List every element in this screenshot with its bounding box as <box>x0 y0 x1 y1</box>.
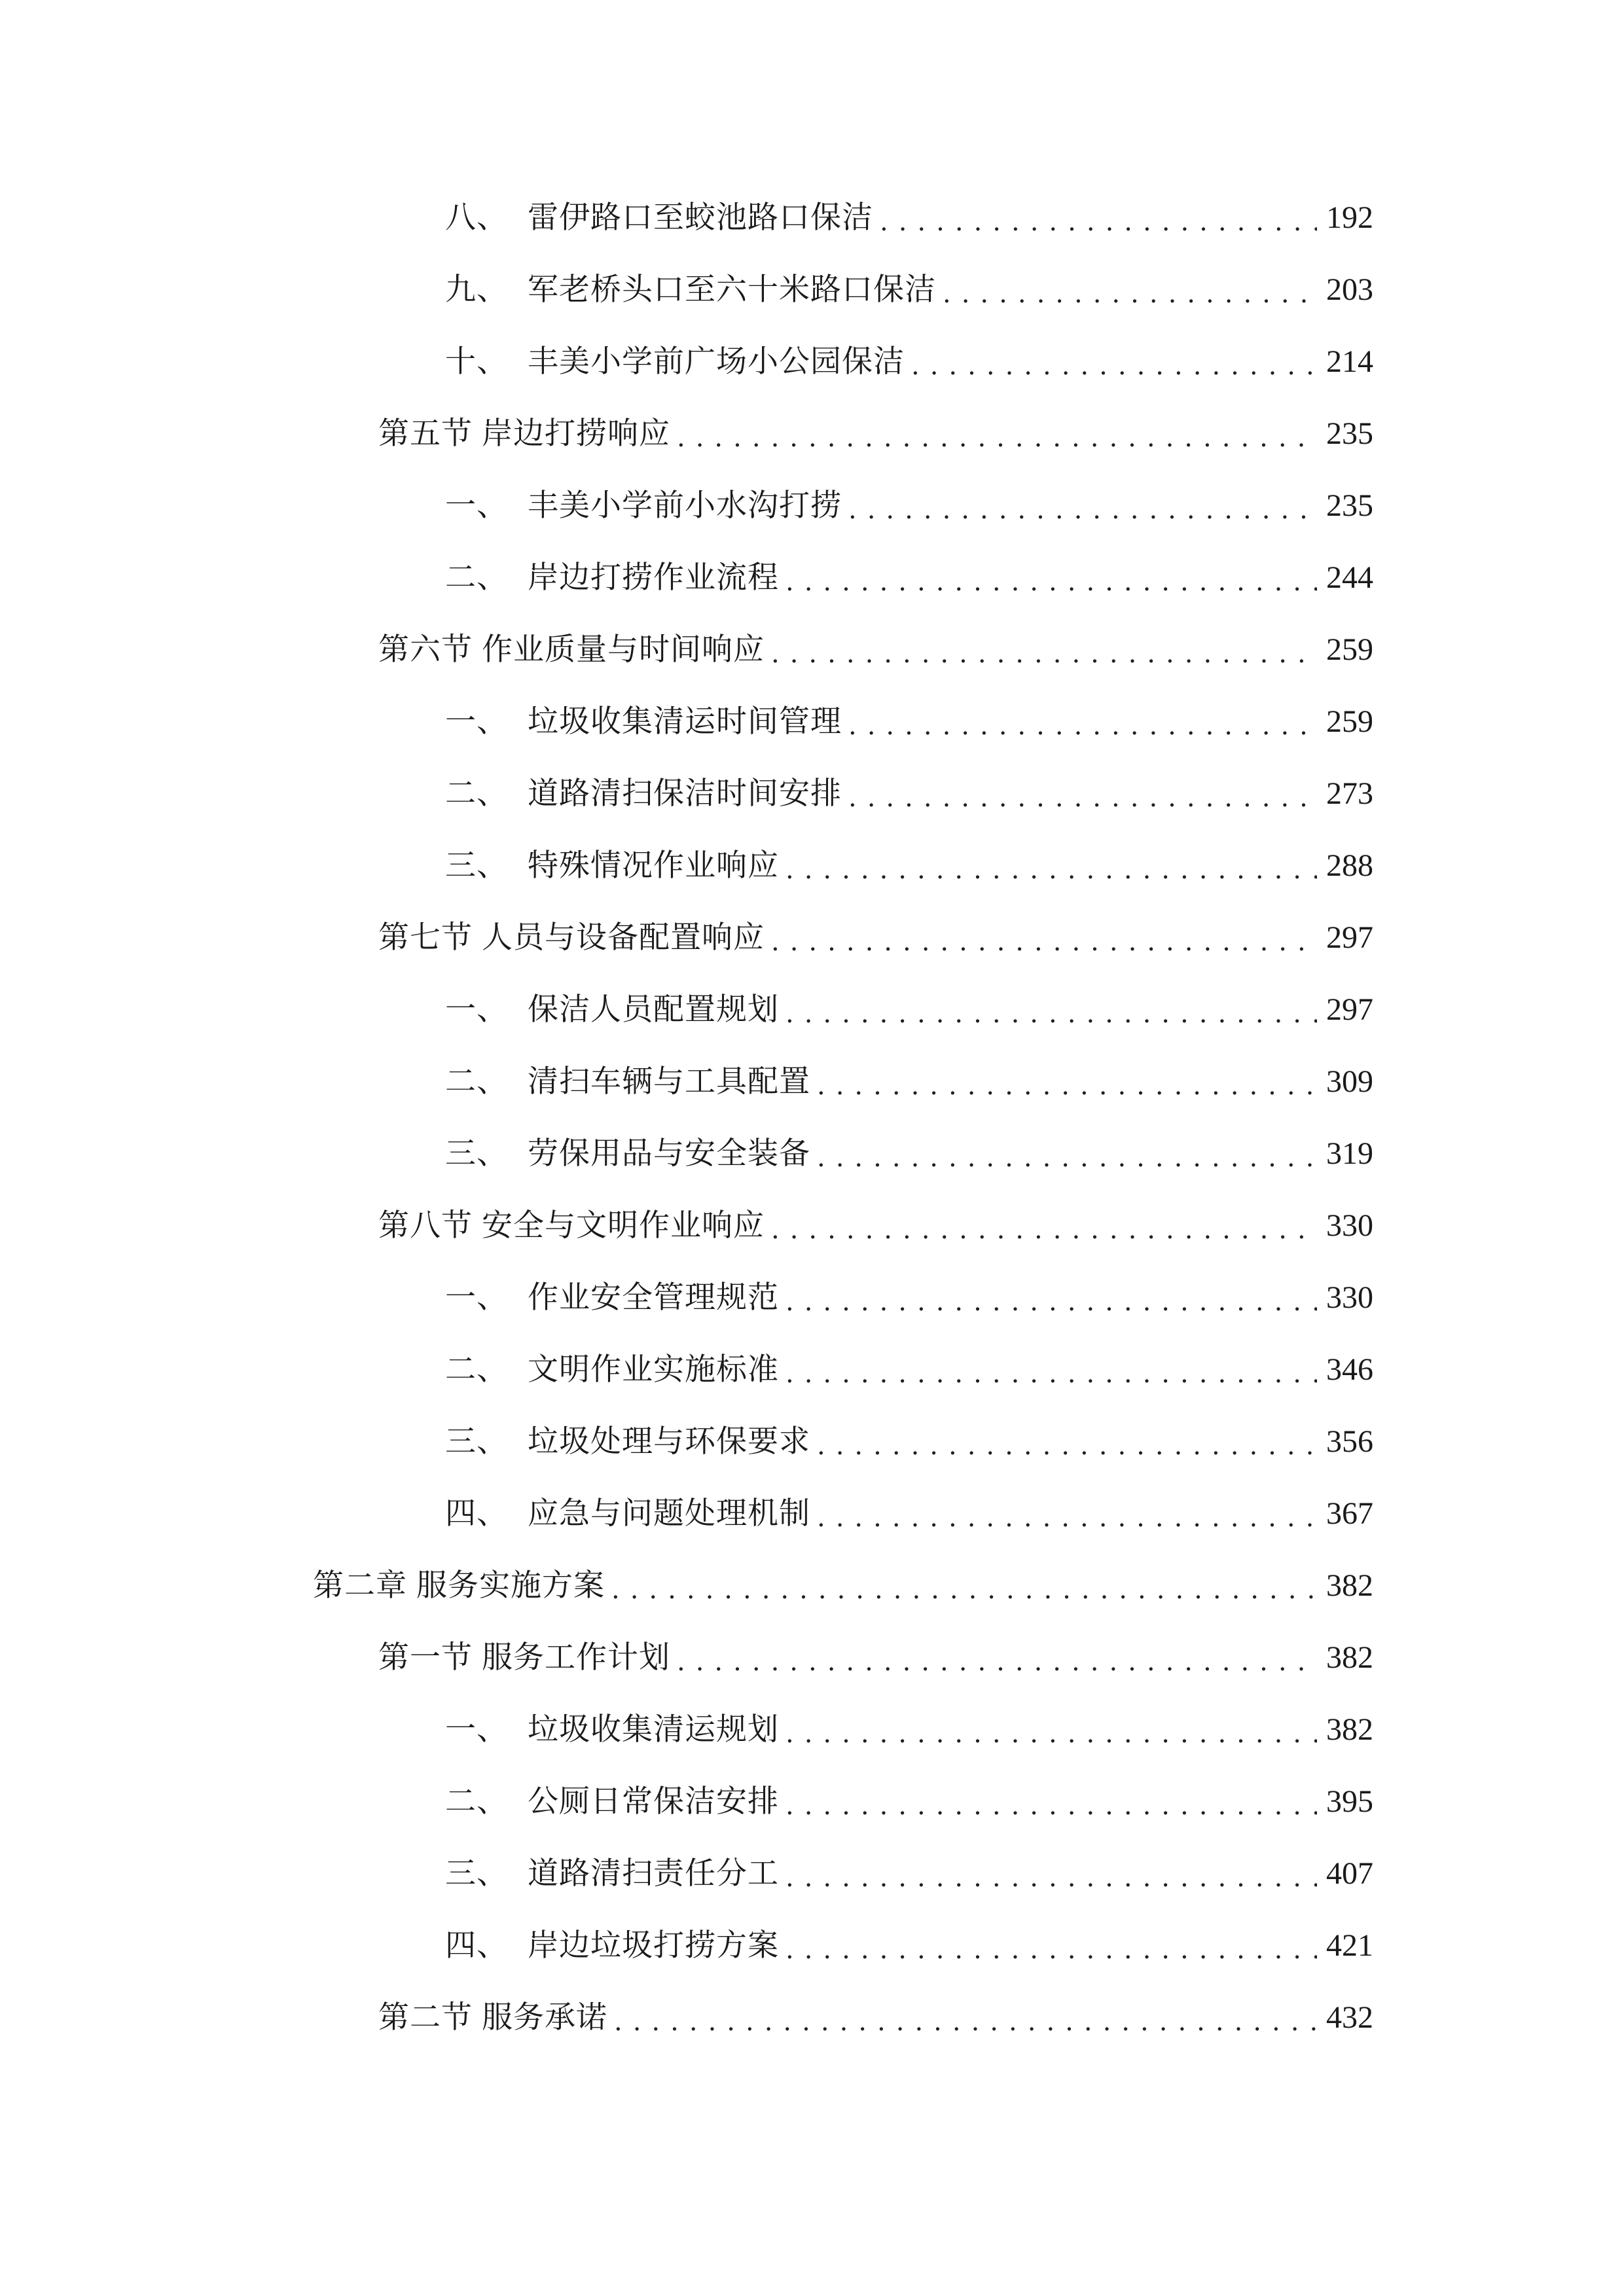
toc-entry[interactable] <box>378 914 1373 961</box>
toc-entry-title <box>445 554 779 601</box>
toc-entry[interactable] <box>378 1994 1373 2041</box>
toc-entry-title <box>445 1418 810 1465</box>
toc-entry-text: 应急与问题处理机制 <box>528 1496 810 1532</box>
toc-entry-title <box>313 1562 605 1609</box>
toc-entry[interactable] <box>445 842 1373 889</box>
toc-entry-text: 作业安全管理规范 <box>528 1280 779 1316</box>
dot-leader <box>785 1782 1317 1821</box>
toc-entry-title <box>445 698 842 745</box>
toc-entry-number: 第二章 <box>313 1568 407 1604</box>
toc-page-number: 407 <box>1326 1856 1373 1891</box>
toc-entry-number: 四、 <box>445 1928 508 1964</box>
toc-entry-title <box>378 626 765 673</box>
toc-entry-title <box>445 986 779 1033</box>
toc-page-number: 432 <box>1326 2000 1373 2035</box>
toc-page-number: 259 <box>1326 632 1373 667</box>
toc-page-number: 382 <box>1326 1712 1373 1747</box>
toc-entry-number: 四、 <box>445 1496 508 1532</box>
toc-entry-title <box>445 338 905 386</box>
toc-entry-title <box>445 770 842 817</box>
toc-page-number: 330 <box>1326 1280 1373 1315</box>
toc-page-number: 235 <box>1326 488 1373 523</box>
toc-entry[interactable] <box>445 1922 1373 1969</box>
toc-entry-text: 特殊情况作业响应 <box>528 848 779 884</box>
dot-leader <box>880 198 1317 238</box>
toc-entry[interactable] <box>445 698 1373 745</box>
toc-page-number: 330 <box>1326 1208 1373 1243</box>
toc-entry-title <box>445 1850 779 1897</box>
toc-entry-text: 服务承诺 <box>482 2000 607 2036</box>
toc-page-number: 273 <box>1326 776 1373 811</box>
toc-entry-title <box>445 1490 810 1537</box>
toc-page-number: 395 <box>1326 1784 1373 1819</box>
toc-entry[interactable] <box>445 1778 1373 1825</box>
toc-entry-text: 服务工作计划 <box>482 1640 670 1676</box>
toc-entry-text: 丰美小学前广场小公园保洁 <box>528 344 905 380</box>
toc-page-number: 346 <box>1326 1352 1373 1387</box>
dot-leader <box>785 1926 1317 1965</box>
toc-entry-number: 三、 <box>445 1856 508 1892</box>
toc-entry-number: 一、 <box>445 992 508 1028</box>
toc-entry[interactable] <box>445 986 1373 1033</box>
toc-entry-text: 服务实施方案 <box>416 1568 605 1604</box>
toc-entry-number: 二、 <box>445 1064 508 1100</box>
toc-entry-number: 第五节 <box>378 416 473 452</box>
toc-page-number: 297 <box>1326 920 1373 955</box>
toc-entry-text: 人员与设备配置响应 <box>482 920 765 956</box>
dot-leader <box>771 630 1317 670</box>
toc-entry[interactable] <box>445 1130 1373 1177</box>
toc-entry-title <box>378 1202 765 1249</box>
dot-leader <box>943 270 1317 310</box>
toc-entry-text: 垃圾收集清运时间管理 <box>528 704 842 740</box>
toc-entry-title <box>445 194 873 242</box>
toc-entry[interactable] <box>445 1346 1373 1393</box>
toc-entry-text: 道路清扫保洁时间安排 <box>528 776 842 812</box>
dot-leader <box>785 1854 1317 1893</box>
toc-entry-number: 十、 <box>445 344 508 380</box>
toc-page-number: 214 <box>1326 344 1373 379</box>
toc-entry[interactable] <box>445 770 1373 817</box>
toc-entry-text: 安全与文明作业响应 <box>482 1208 765 1244</box>
toc-entry-number: 二、 <box>445 1352 508 1388</box>
toc-entry-title <box>445 1274 779 1321</box>
dot-leader <box>614 1998 1317 2037</box>
toc-entry-text: 公厕日常保洁安排 <box>528 1784 779 1820</box>
toc-entry[interactable] <box>445 266 1373 314</box>
toc-entry[interactable] <box>445 1274 1373 1321</box>
toc-entry-text: 劳保用品与安全装备 <box>528 1136 810 1172</box>
toc-entry-title <box>445 1130 810 1177</box>
toc-page-number: 235 <box>1326 416 1373 451</box>
toc-page-number: 356 <box>1326 1424 1373 1459</box>
dot-leader <box>771 918 1317 958</box>
toc-entry-title <box>445 1346 779 1393</box>
toc-entry-text: 岸边打捞响应 <box>482 416 670 452</box>
toc-entry-text: 文明作业实施标准 <box>528 1352 779 1388</box>
dot-leader <box>771 1206 1317 1246</box>
toc-entry-number: 第六节 <box>378 632 473 668</box>
toc-page-number: 367 <box>1326 1496 1373 1531</box>
dot-leader <box>677 1638 1317 1677</box>
toc-entry-text: 岸边垃圾打捞方案 <box>528 1928 779 1964</box>
toc-entry-number: 八、 <box>445 200 508 236</box>
toc-entry-title <box>445 1778 779 1825</box>
toc-entry-number: 第一节 <box>378 1640 473 1676</box>
toc-page-number: 192 <box>1326 200 1373 235</box>
toc-entry-text: 垃圾收集清运规划 <box>528 1712 779 1748</box>
toc-page-number: 203 <box>1326 272 1373 307</box>
toc-page-number: 309 <box>1326 1064 1373 1099</box>
toc-entry[interactable] <box>378 1634 1373 1681</box>
dot-leader <box>785 558 1317 598</box>
toc-entry-text: 垃圾处理与环保要求 <box>528 1424 810 1460</box>
toc-entry[interactable] <box>445 1850 1373 1897</box>
dot-leader <box>817 1134 1317 1174</box>
toc-entry-title <box>378 410 670 457</box>
toc-entry[interactable] <box>378 1202 1373 1249</box>
toc-entry[interactable] <box>445 554 1373 601</box>
toc-page-number: 288 <box>1326 848 1373 883</box>
toc-page-number: 244 <box>1326 560 1373 595</box>
toc-entry-text: 丰美小学前小水沟打捞 <box>528 488 842 524</box>
dot-leader <box>785 1710 1317 1749</box>
toc-entry-number: 第七节 <box>378 920 473 956</box>
toc-page-number: 259 <box>1326 704 1373 739</box>
dot-leader <box>785 990 1317 1030</box>
toc-entry-text: 清扫车辆与工具配置 <box>528 1064 810 1100</box>
toc-entry-title <box>378 1994 607 2041</box>
toc-entry-text: 岸边打捞作业流程 <box>528 560 779 596</box>
dot-leader <box>848 774 1317 814</box>
toc-page-number: 297 <box>1326 992 1373 1027</box>
dot-leader <box>817 1494 1317 1534</box>
toc-entry-text: 作业质量与时间响应 <box>482 632 765 668</box>
toc-entry-title <box>445 1706 779 1753</box>
toc-entry-title <box>378 1634 670 1681</box>
toc-entry-title <box>445 1058 810 1105</box>
toc-entry-number: 二、 <box>445 560 508 596</box>
toc-entry-title <box>445 1922 779 1969</box>
toc-entry-title <box>445 842 779 889</box>
dot-leader <box>848 702 1317 742</box>
toc-page-number: 382 <box>1326 1568 1373 1603</box>
toc-entry[interactable] <box>445 1418 1373 1465</box>
toc-entry-title <box>378 914 765 961</box>
toc-entry-number: 二、 <box>445 1784 508 1820</box>
dot-leader <box>785 1278 1317 1318</box>
toc-entry-title <box>445 266 936 314</box>
dot-leader <box>677 414 1317 454</box>
dot-leader <box>611 1566 1317 1605</box>
toc-entry-number: 一、 <box>445 1280 508 1316</box>
toc-entry[interactable] <box>445 194 1373 242</box>
toc-entry[interactable] <box>445 482 1373 529</box>
toc-entry-text: 道路清扫责任分工 <box>528 1856 779 1892</box>
toc-page-number: 421 <box>1326 1928 1373 1963</box>
toc-entry[interactable] <box>445 338 1373 386</box>
toc-entry-title <box>445 482 842 529</box>
toc-page-number: 382 <box>1326 1640 1373 1675</box>
dot-leader <box>911 342 1317 382</box>
dot-leader <box>817 1422 1317 1462</box>
dot-leader <box>785 1350 1317 1390</box>
toc-entry-number: 第二节 <box>378 2000 473 2036</box>
toc-entry[interactable] <box>445 1490 1373 1537</box>
toc-entry-text: 雷伊路口至蛟池路口保洁 <box>528 200 873 236</box>
toc-entry-number: 一、 <box>445 704 508 740</box>
toc-entry-number: 一、 <box>445 488 508 524</box>
toc-entry-number: 第八节 <box>378 1208 473 1244</box>
toc-page-number: 319 <box>1326 1136 1373 1171</box>
toc-entry[interactable] <box>445 1058 1373 1105</box>
toc-entry[interactable] <box>378 410 1373 457</box>
toc-entry-number: 九、 <box>445 272 508 308</box>
dot-leader <box>817 1062 1317 1102</box>
toc-entry-text: 保洁人员配置规划 <box>528 992 779 1028</box>
toc-entry[interactable] <box>313 1562 1373 1609</box>
toc-entry-text: 军老桥头口至六十米路口保洁 <box>528 272 936 308</box>
toc-entry-number: 三、 <box>445 1136 508 1172</box>
toc-entry-number: 一、 <box>445 1712 508 1748</box>
toc-entry-number: 二、 <box>445 776 508 812</box>
toc-entry-number: 三、 <box>445 848 508 884</box>
toc-entry-number: 三、 <box>445 1424 508 1460</box>
dot-leader <box>848 486 1317 526</box>
dot-leader <box>785 846 1317 886</box>
toc-entry[interactable] <box>445 1706 1373 1753</box>
toc-entry[interactable] <box>378 626 1373 673</box>
